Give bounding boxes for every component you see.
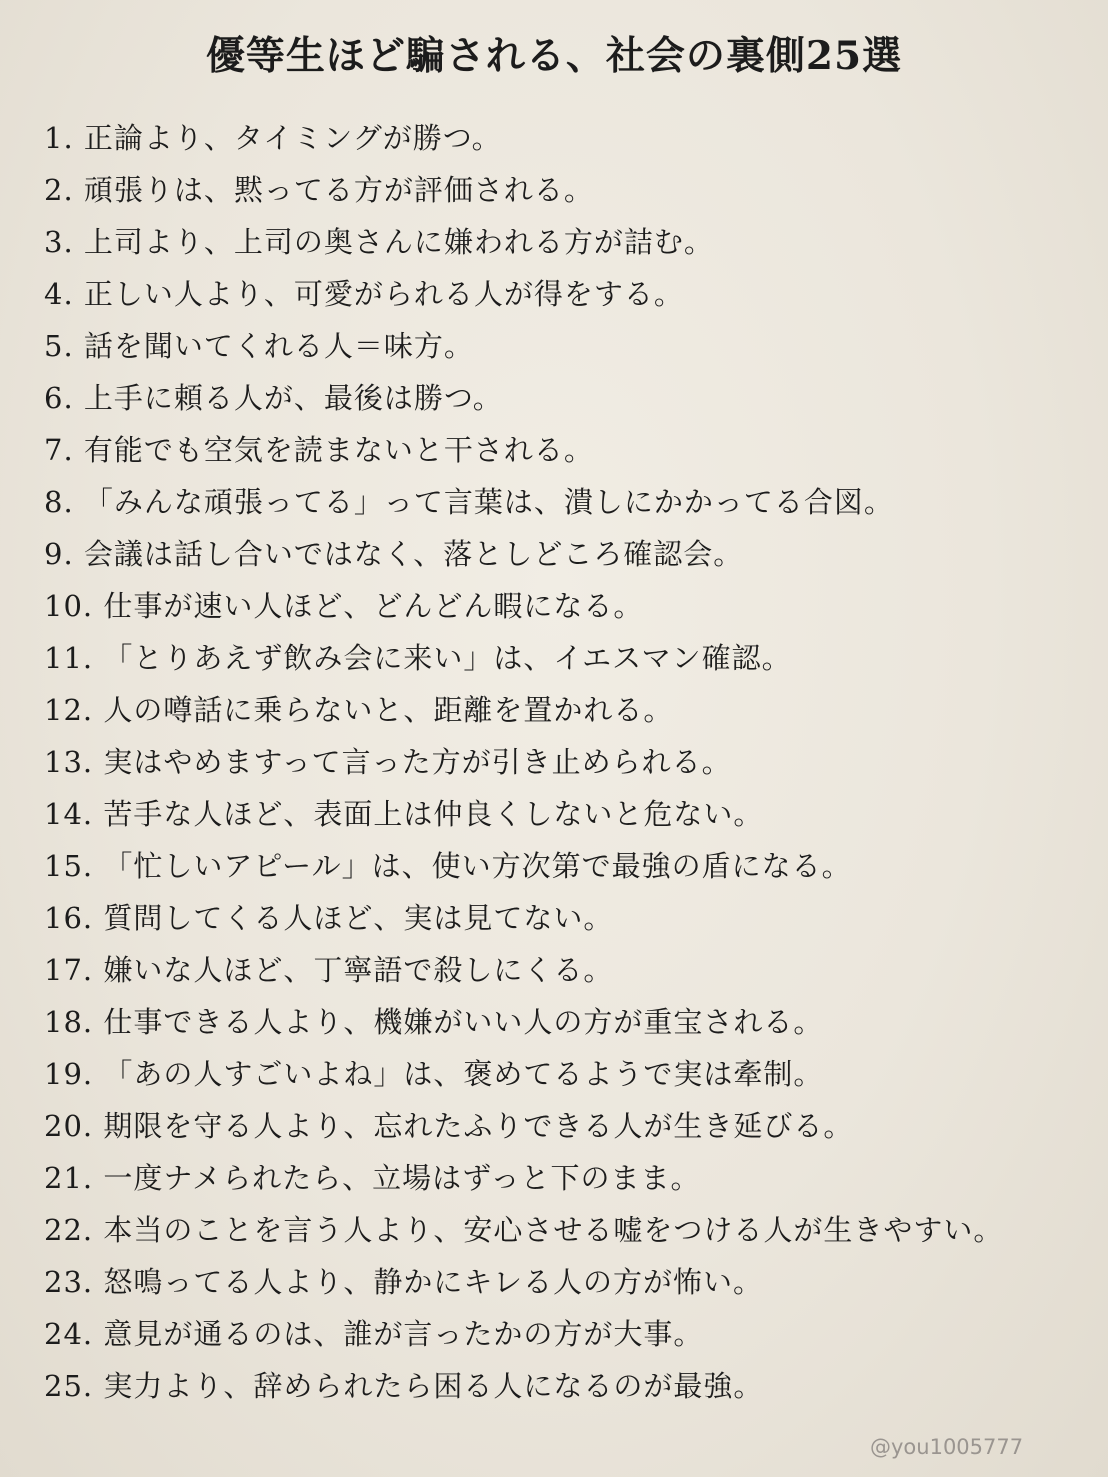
page-title: 優等生ほど騙される、社会の裏側25選 <box>205 33 903 79</box>
list-item: 4. 正しい人より、可愛がられる人が得をする。 <box>44 277 684 311</box>
tips-list <box>44 112 1003 1412</box>
list-item: 10. 仕事が速い人ほど、どんどん暇になる。 <box>44 589 644 623</box>
list-item: 19. 「あの人すごいよね」は、褒めてるようで実は牽制。 <box>44 1057 824 1091</box>
list-item: 2. 頑張りは、黙ってる方が評価される。 <box>44 173 594 207</box>
list-item: 12. 人の噂話に乗らないと、距離を置かれる。 <box>44 693 674 727</box>
list-item: 20. 期限を守る人より、忘れたふりできる人が生き延びる。 <box>44 1109 854 1143</box>
list-item: 13. 実はやめますって言った方が引き止められる。 <box>44 745 732 779</box>
author-handle: @you1005777 <box>870 1435 1024 1459</box>
list-item: 8. 「みんな頑張ってる」って言葉は、潰しにかかってる合図。 <box>44 485 894 519</box>
list-item: 14. 苦手な人ほど、表面上は仲良くしないと危ない。 <box>44 797 764 831</box>
list-item: 3. 上司より、上司の奥さんに嫌われる方が詰む。 <box>44 225 714 259</box>
list-item: 17. 嫌いな人ほど、丁寧語で殺しにくる。 <box>44 953 614 987</box>
list-item: 1. 正論より、タイミングが勝つ。 <box>44 121 502 155</box>
list-item: 22. 本当のことを言う人より、安心させる嘘をつける人が生きやすい。 <box>44 1213 1004 1247</box>
list-item: 24. 意見が通るのは、誰が言ったかの方が大事。 <box>44 1317 704 1351</box>
list-item: 6. 上手に頼る人が、最後は勝つ。 <box>44 381 503 415</box>
list-item: 21. 一度ナメられたら、立場はずっと下のまま。 <box>44 1161 701 1195</box>
list-item: 5. 話を聞いてくれる人＝味方。 <box>44 329 474 363</box>
list-item: 7. 有能でも空気を読まないと干される。 <box>44 433 594 467</box>
list-item: 15. 「忙しいアピール」は、使い方次第で最強の盾になる。 <box>44 849 852 883</box>
list-item: 18. 仕事できる人より、機嫌がいい人の方が重宝される。 <box>44 1005 824 1039</box>
list-item: 9. 会議は話し合いではなく、落としどころ確認会。 <box>44 537 744 571</box>
list-item: 11. 「とりあえず飲み会に来い」は、イエスマン確認。 <box>44 641 792 675</box>
list-item: 16. 質問してくる人ほど、実は見てない。 <box>44 901 614 935</box>
list-item: 23. 怒鳴ってる人より、静かにキレる人の方が怖い。 <box>44 1265 764 1299</box>
list-item: 25. 実力より、辞められたら困る人になるのが最強。 <box>44 1369 764 1403</box>
